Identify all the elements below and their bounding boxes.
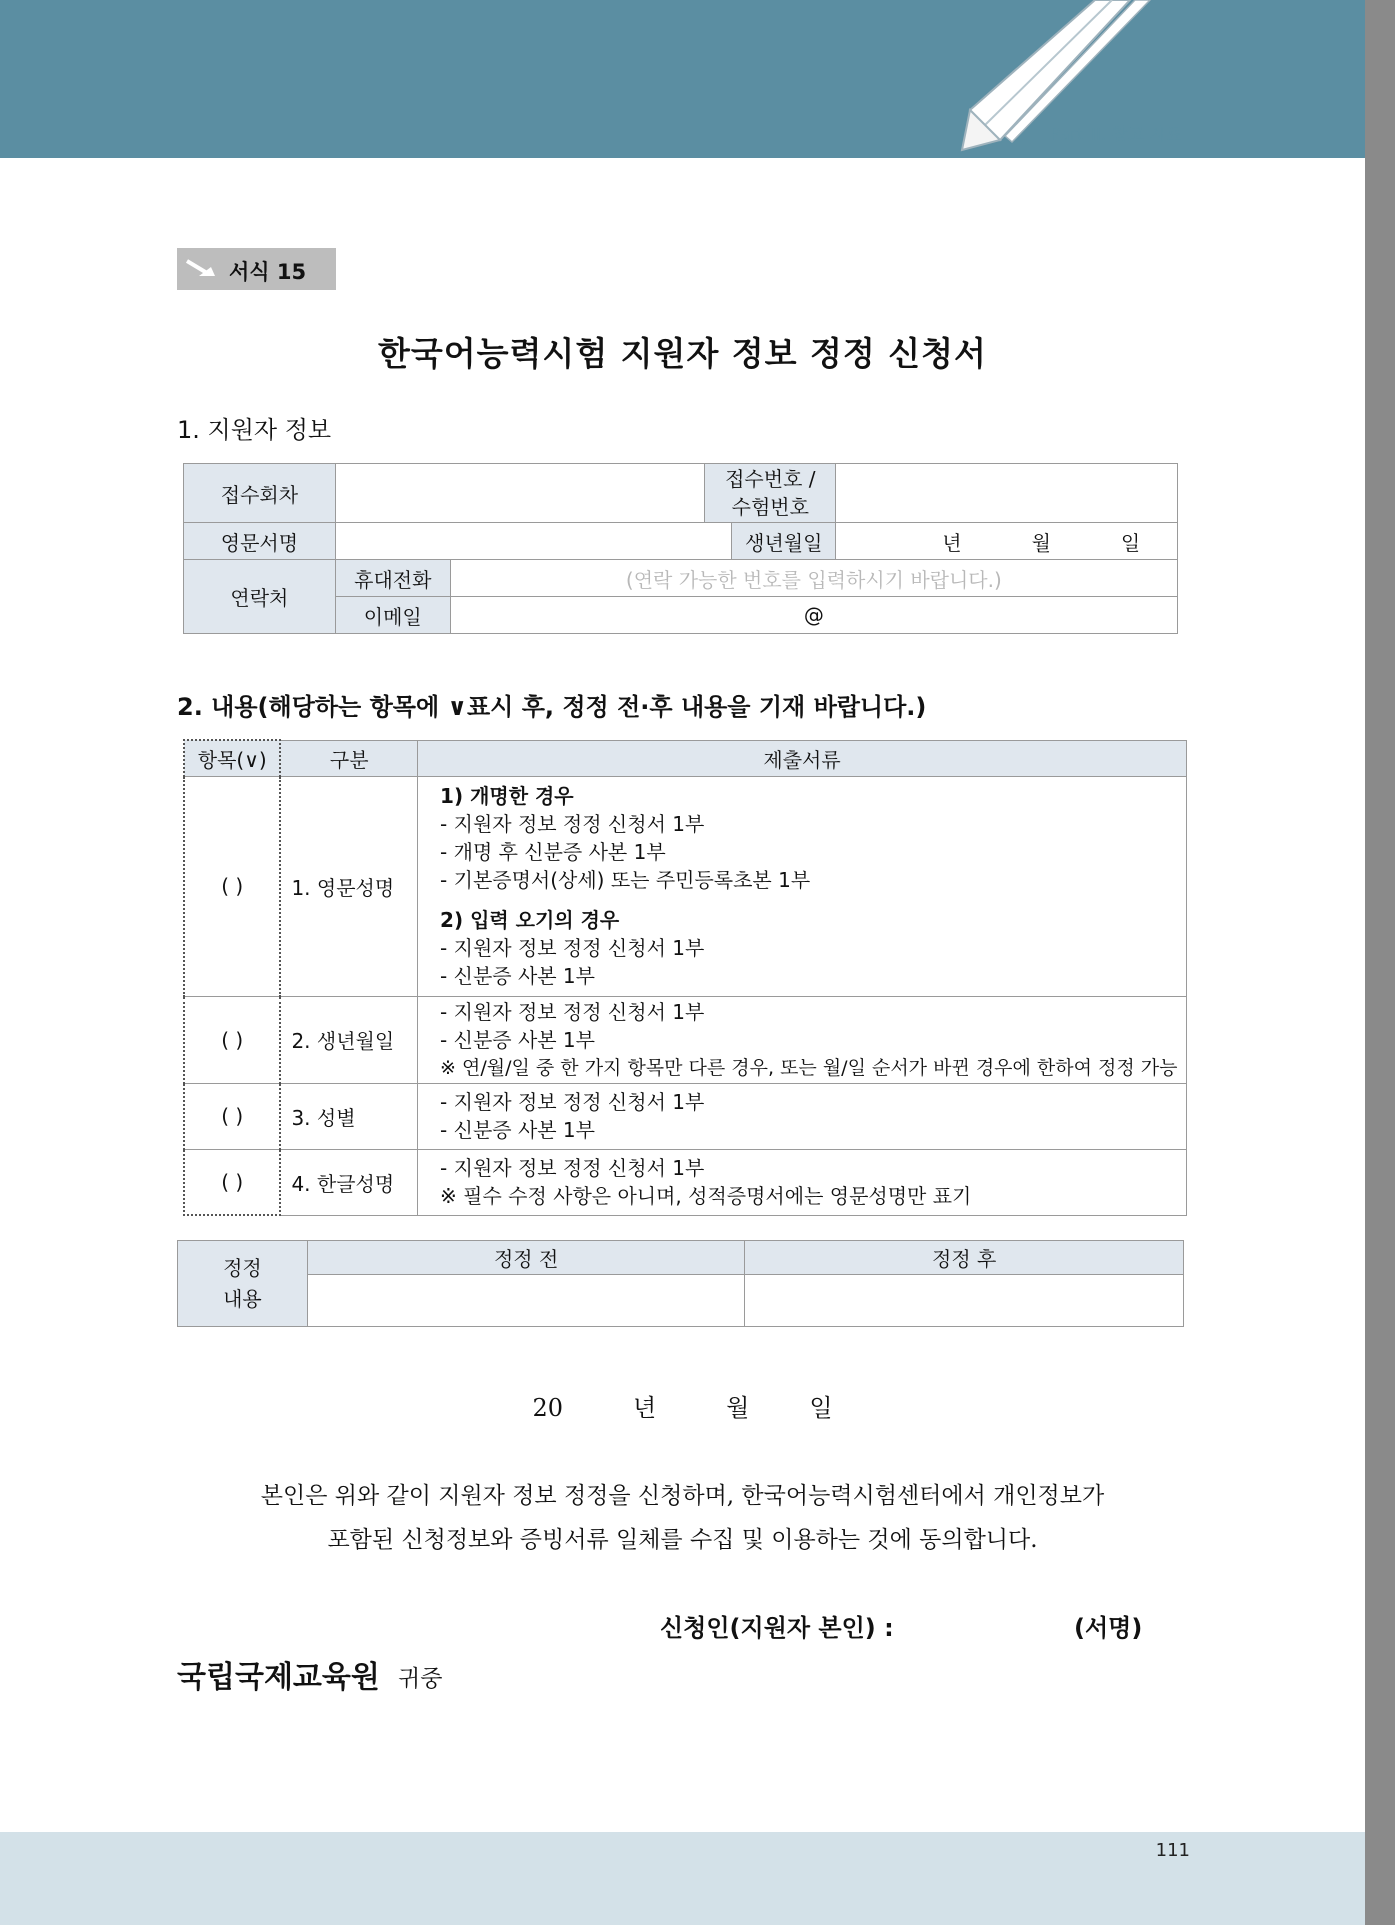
- after-header: 정정 후: [745, 1241, 1184, 1275]
- birth-date-label: 생년월일: [732, 523, 836, 560]
- form-number-tag: [177, 248, 336, 290]
- section2-heading: 2. 내용(해당하는 항목에 ∨표시 후, 정정 전·후 내용을 기재 바랍니다.): [177, 693, 927, 721]
- arrow-icon: [185, 258, 219, 282]
- checkbox-english-name[interactable]: ( ): [184, 776, 280, 996]
- documents-gender: - 지원자 정보 정정 신청서 1부 - 신분증 사본 1부: [418, 1083, 1187, 1149]
- type-english-name: 1. 영문성명: [280, 776, 417, 996]
- documents-korean-name: - 지원자 정보 정정 신청서 1부 ※ 필수 수정 사항은 아니며, 성적증명서에는 영문성명만 표기: [418, 1149, 1187, 1215]
- documents-english-name: 1) 개명한 경우 - 지원자 정보 정정 신청서 1부 - 개명 후 신분증 사본 1부 - 기본증명서(상세) 또는 주민등록초본 1부 2) 입력 오기의 경우 - 지원자 정보 정정 신청서 1부 - 신분증 사본 1부: [418, 776, 1187, 996]
- checkbox-korean-name[interactable]: ( ): [184, 1149, 280, 1215]
- applicant-info-table: [183, 463, 1178, 634]
- applicant-label: 신청인(지원자 본인) :: [660, 1614, 894, 1642]
- documents-birth-date: - 지원자 정보 정정 신청서 1부 - 신분증 사본 1부 ※ 연/월/일 중 한 가지 항목만 다른 경우, 또는 월/일 순서가 바뀐 경우에 한하여 정정 가능: [418, 996, 1187, 1083]
- english-name-field[interactable]: [335, 523, 732, 560]
- documents-header: 제출서류: [418, 740, 1187, 776]
- exam-round-field[interactable]: [335, 464, 705, 523]
- section1-heading: 1. 지원자 정보: [177, 416, 332, 444]
- date-line: 20 년 월 일: [532, 1394, 833, 1422]
- before-header: 정정 전: [307, 1241, 745, 1275]
- recipient-org: 국립국제교육원: [177, 1660, 380, 1695]
- mobile-label: 휴대전화: [335, 560, 450, 597]
- checkbox-gender[interactable]: ( ): [184, 1083, 280, 1149]
- correction-items-table: [183, 739, 1187, 1216]
- email-label: 이메일: [335, 597, 450, 634]
- mobile-field[interactable]: (연락 가능한 번호를 입력하시기 바랍니다.): [450, 560, 1177, 597]
- agreement-text: 본인은 위와 같이 지원자 정보 정정을 신청하며, 한국어능력시험센터에서 개인정보가 포함된 신청정보와 증빙서류 일체를 수집 및 이용하는 것에 동의합니다.: [260, 1483, 1105, 1553]
- before-field[interactable]: [307, 1275, 745, 1327]
- email-field[interactable]: @: [450, 597, 1177, 634]
- form-number: 서식 15: [229, 260, 307, 284]
- type-gender: 3. 성별: [280, 1083, 417, 1149]
- checkbox-birth-date[interactable]: ( ): [184, 996, 280, 1083]
- receipt-number-field[interactable]: [836, 464, 1178, 523]
- correction-content-table: [177, 1240, 1184, 1327]
- part-label: Part Ⅲ. 참고 자료: [1050, 125, 1183, 145]
- page-title: 한국어능력시험 지원자 정보 정정 신청서: [378, 334, 987, 373]
- receipt-number-label: 접수번호 / 수험번호: [705, 464, 836, 523]
- type-birth-date: 2. 생년월일: [280, 996, 417, 1083]
- recipient-suffix: 귀중: [398, 1666, 443, 1692]
- page-number: 111: [1155, 1840, 1190, 1861]
- correction-content-label: 정정 내용: [178, 1241, 308, 1327]
- birth-date-field[interactable]: 년 월 일: [836, 523, 1178, 560]
- type-korean-name: 4. 한글성명: [280, 1149, 417, 1215]
- type-header: 구분: [280, 740, 417, 776]
- contact-label: 연락처: [184, 560, 336, 634]
- item-check-header: 항목(∨): [184, 740, 280, 776]
- english-name-label: 영문서명: [184, 523, 336, 560]
- exam-round-label: 접수회차: [184, 464, 336, 523]
- signature-label: (서명): [1074, 1614, 1143, 1642]
- after-field[interactable]: [745, 1275, 1184, 1327]
